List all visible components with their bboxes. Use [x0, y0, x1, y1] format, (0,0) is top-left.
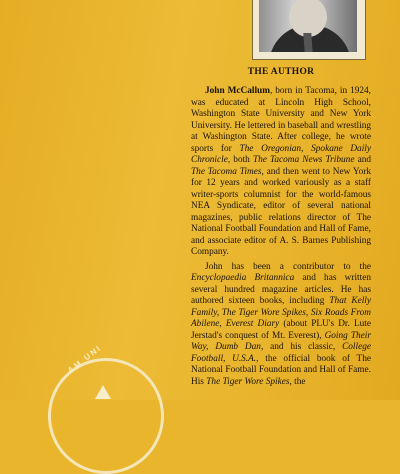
bio-text-run: , and then went to New York for 12 years and worked variously as a staff writer-sports columnist for the world-famous NEA Syndicate, editor of several national magazines, public relations director of The National Football Foundation and Hall of Fame, and associate editor of A. S. Barnes Publishing Company. [191, 166, 371, 257]
bio-text-run: Going Their Way, Dumb Dan [191, 330, 371, 352]
bio-text-run: The Tacoma News Tribune [252, 155, 355, 165]
bio-text-run: Encyclopaedia Britannica [191, 273, 295, 283]
section-heading: THE AUTHOR [247, 67, 315, 77]
publisher-seal-emblem-icon [95, 385, 111, 399]
bio-text-run: , the [289, 376, 306, 387]
bio-text-run: John McCallum [205, 86, 270, 96]
author-bio [191, 86, 371, 388]
bio-text-run: , both [227, 155, 253, 165]
bio-text-run: , the official book of The National Football Foundation and Hall of Fame. His [191, 353, 371, 387]
bio-text-run: and has written several hundred magazine articles. He has authored sixteen books, including [191, 273, 371, 306]
publisher-seal-text: AM UNI [66, 343, 104, 376]
author-photo-frame [252, 0, 366, 60]
bio-text-run: and [354, 155, 371, 165]
bio-paragraph [191, 86, 371, 259]
bio-text-run: College Football, U.S.A. [191, 342, 371, 364]
author-tie [303, 33, 312, 52]
bio-text-run: The Tiger Wore Spikes [206, 376, 290, 387]
bio-text-run: That Kelly Family, The Tiger Wore Spikes, Six Roads From Abilene, Everest Diary [191, 296, 372, 329]
bio-text-run: (about PLU's Dr. Lute Jerstad's conquest of Mt. Everest), [191, 319, 372, 341]
bio-text-run: John has been a contributor to the [205, 261, 371, 272]
publisher-seal [48, 358, 164, 474]
bio-text-run: , born in Tacoma, in 1924, was educated at Lincoln High School, Washington State University and New York University. He lettered in baseball and wrestling at Washington State. After college, he wrote sports for [191, 86, 371, 154]
bio-text-run: The Tacoma Times [191, 166, 262, 177]
bio-paragraph [191, 262, 371, 389]
author-photo [259, 0, 357, 52]
bio-text-run: The Oregonian, Spokane Daily Chronicle [191, 143, 371, 165]
bio-text-run: , and his classic, [260, 342, 343, 352]
